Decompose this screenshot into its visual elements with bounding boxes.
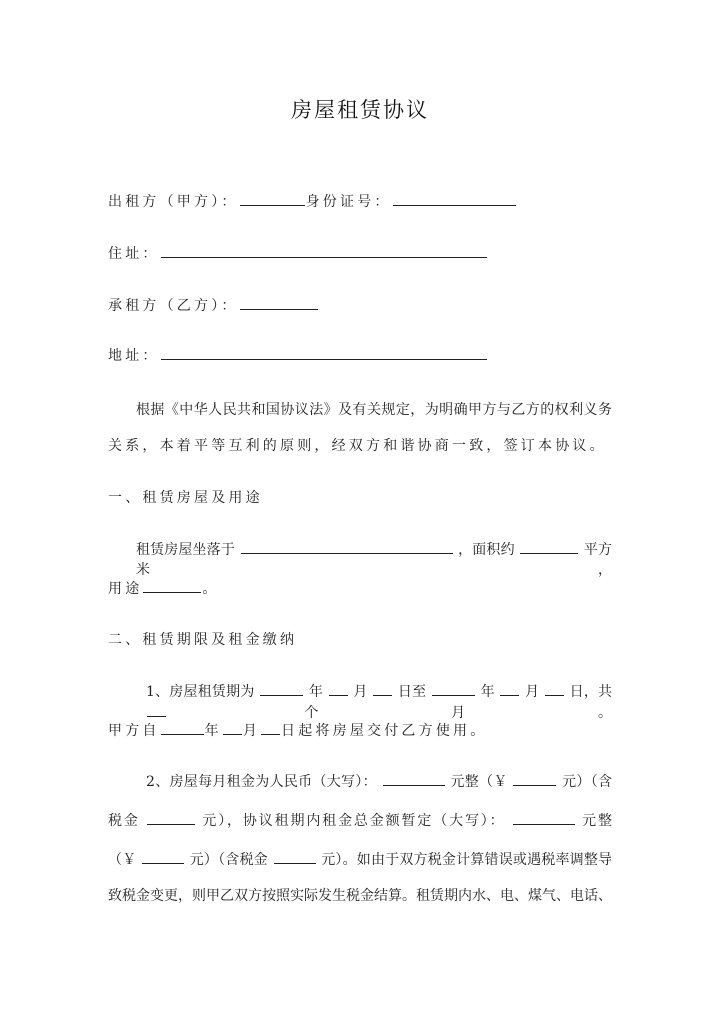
lessee-address-line <box>108 345 488 366</box>
text-segment: 用途 <box>108 581 143 597</box>
fill-in-blank[interactable] <box>147 702 166 717</box>
handover-line <box>108 720 487 741</box>
fill-in-blank[interactable] <box>432 681 475 696</box>
text-segment: 年 <box>204 723 222 739</box>
fill-in-blank[interactable] <box>223 720 242 735</box>
text-segment: 租赁房屋坐落于 <box>136 542 235 558</box>
fill-in-blank[interactable] <box>161 243 487 258</box>
fill-in-blank[interactable] <box>373 681 392 696</box>
text-segment: 二、租赁期限及租金缴纳 <box>108 632 298 648</box>
fill-in-blank[interactable] <box>161 720 204 735</box>
rent-line-4 <box>108 886 612 906</box>
text-segment: 日起将房屋交付乙方使用。 <box>281 723 488 739</box>
text-segment: 1、房屋租赁期为 <box>146 684 255 700</box>
fill-in-blank[interactable] <box>241 539 453 554</box>
fill-in-blank[interactable] <box>500 681 519 696</box>
text-segment: 承租方（乙方）： <box>108 298 239 314</box>
text-segment: 根据《中华人民共和国协议法》及有关规定，为明确甲方与乙方的权利义务 <box>136 402 612 418</box>
property-use-line <box>108 578 220 599</box>
fill-in-blank[interactable] <box>513 771 556 786</box>
section-2-heading <box>108 630 297 650</box>
text-segment: 甲方自 <box>108 723 160 739</box>
fill-in-blank[interactable] <box>520 539 578 554</box>
fill-in-blank[interactable] <box>393 191 516 206</box>
text-segment: 个月。 <box>304 705 613 721</box>
text-segment: 住址： <box>108 246 160 262</box>
fill-in-blank[interactable] <box>545 681 564 696</box>
fill-in-blank[interactable] <box>260 681 303 696</box>
text-segment: 年 <box>308 684 324 700</box>
text-segment: 日至 <box>397 684 427 700</box>
fill-in-blank[interactable] <box>147 810 195 825</box>
rent-line-3 <box>108 849 612 870</box>
fill-in-blank[interactable] <box>240 295 318 310</box>
fill-in-blank[interactable] <box>143 578 201 593</box>
fill-in-blank[interactable] <box>513 810 575 825</box>
fill-in-blank[interactable] <box>383 771 445 786</box>
text-segment: 月 <box>525 684 540 700</box>
text-segment: 税金 <box>108 813 140 829</box>
preamble-line-1 <box>136 400 612 420</box>
property-location-line <box>136 539 612 580</box>
text-segment: 关系，本着平等互利的原则，经双方和谐协商一致，签订本协议。 <box>108 438 607 454</box>
text-segment: 一、租赁房屋及用途 <box>108 490 263 506</box>
text-segment: ，面积约 <box>458 542 515 558</box>
text-segment: （￥ <box>108 852 137 868</box>
text-segment: 月 <box>353 684 368 700</box>
text-segment: 。 <box>202 581 220 597</box>
lessee-line <box>108 295 319 316</box>
text-segment: 元整 <box>582 813 613 829</box>
fill-in-blank[interactable] <box>142 849 184 864</box>
lessor-line <box>108 191 517 212</box>
preamble-line-2 <box>108 436 607 456</box>
rent-line-2 <box>108 810 612 831</box>
text-segment: 2、房屋每月租金为人民币（大写）： <box>146 774 377 790</box>
text-segment: 致税金变更，则甲乙双方按照实际发生税金结算。租赁期内水、电、煤气、电话、 <box>108 888 612 904</box>
fill-in-blank[interactable] <box>329 681 348 696</box>
text-segment: 地址： <box>108 348 160 364</box>
text-segment: 元）。如由于双方税金计算错误或遇税率调整导 <box>321 852 613 868</box>
text-segment: 元），协议租期内租金总金额暂定（大写）： <box>202 813 506 829</box>
fill-in-blank[interactable] <box>274 849 316 864</box>
section-1-heading <box>108 488 263 508</box>
text-segment: 月 <box>242 723 261 739</box>
text-segment: 日，共 <box>569 684 613 700</box>
fill-in-blank[interactable] <box>261 720 280 735</box>
text-segment: 元整（￥ <box>450 774 508 790</box>
rent-line-1 <box>146 771 612 792</box>
document-title: 房屋租赁协议 <box>291 98 429 122</box>
fill-in-blank[interactable] <box>240 191 305 206</box>
text-segment: 身份证号： <box>305 194 392 210</box>
text-segment: 出租方（甲方）： <box>108 194 239 210</box>
text-segment: 平方米， <box>136 542 613 578</box>
lease-term-line <box>146 681 612 723</box>
text-segment: 年 <box>480 684 495 700</box>
lessor-address-line <box>108 243 488 264</box>
text-segment: 元）（含税金 <box>189 852 268 868</box>
text-segment: 元）（含 <box>562 774 613 790</box>
fill-in-blank[interactable] <box>161 345 487 360</box>
